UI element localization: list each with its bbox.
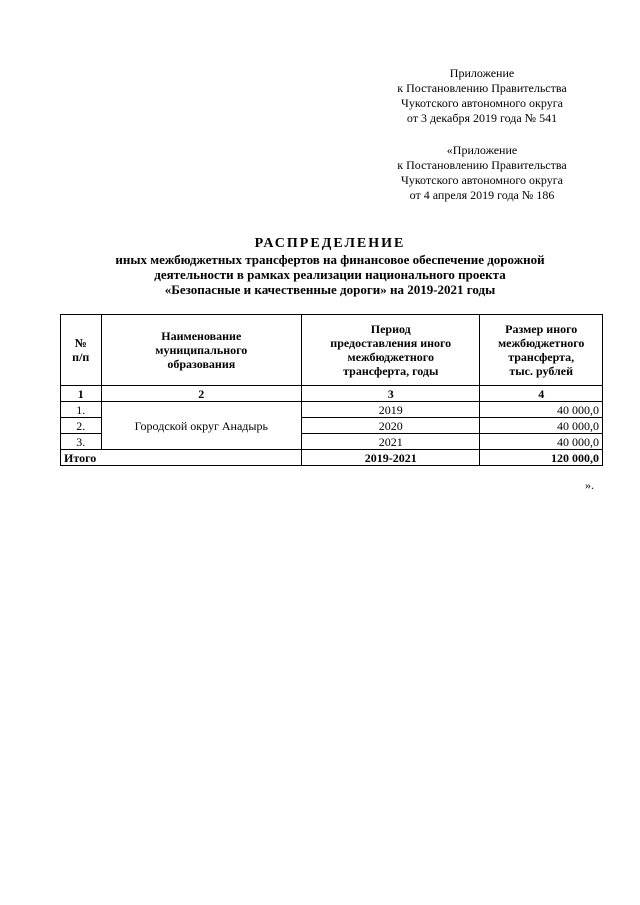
total-amount: 120 000,0 xyxy=(480,450,603,466)
title-heading: РАСПРЕДЕЛЕНИЕ xyxy=(254,236,406,251)
row-year: 2021 xyxy=(302,434,480,450)
table-header-row xyxy=(61,315,603,386)
row-year: 2020 xyxy=(302,418,480,434)
municipality-name: Городской округ Анадырь xyxy=(101,402,302,450)
appendix-line: «Приложение xyxy=(446,143,518,157)
column-number: 1 xyxy=(61,386,102,402)
header-period: Период предоставления иного межбюджетного трансферта, годы xyxy=(302,315,480,386)
row-number: 2. xyxy=(61,418,102,434)
total-row xyxy=(61,450,603,466)
total-label: Итого xyxy=(61,450,302,466)
appendix-line: к Постановлению Правительства xyxy=(397,81,567,95)
title-line: «Безопасные и качественные дороги» на 2019-2021 годы xyxy=(164,282,496,297)
column-number-row xyxy=(61,386,603,402)
appendix-line: Чукотского автономного округа xyxy=(401,173,563,187)
row-amount: 40 000,0 xyxy=(480,434,603,450)
table-row xyxy=(61,402,603,418)
header-number: № п/п xyxy=(61,315,102,386)
row-number: 3. xyxy=(61,434,102,450)
appendix-line: к Постановлению Правительства xyxy=(397,158,567,172)
distribution-table xyxy=(60,314,603,466)
appendix-line: Приложение xyxy=(449,66,515,80)
appendix-reference-current xyxy=(372,66,592,126)
row-year: 2019 xyxy=(302,402,480,418)
appendix-line: от 3 декабря 2019 года № 541 xyxy=(406,111,558,125)
document-title xyxy=(40,236,620,297)
row-amount: 40 000,0 xyxy=(480,418,603,434)
title-line: деятельности в рамках реализации национального проекта xyxy=(154,267,506,282)
row-amount: 40 000,0 xyxy=(480,402,603,418)
appendix-line: от 4 апреля 2019 года № 186 xyxy=(409,188,555,202)
column-number: 2 xyxy=(101,386,302,402)
row-number: 1. xyxy=(61,402,102,418)
appendix-reference-previous xyxy=(372,143,592,203)
header-amount: Размер иного межбюджетного трансферта, тыс. рублей xyxy=(480,315,603,386)
closing-quote: ». xyxy=(585,478,594,492)
column-number: 3 xyxy=(302,386,480,402)
header-municipality: Наименование муниципального образования xyxy=(101,315,302,386)
column-number: 4 xyxy=(480,386,603,402)
appendix-line: Чукотского автономного округа xyxy=(401,96,563,110)
total-period: 2019-2021 xyxy=(302,450,480,466)
title-line: иных межбюджетных трансфертов на финансовое обеспечение дорожной xyxy=(115,252,545,267)
